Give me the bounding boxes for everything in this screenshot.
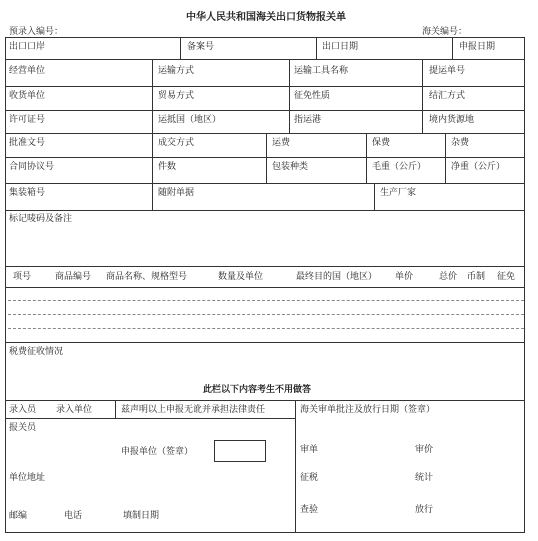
release-label: 放行: [415, 505, 434, 515]
statistics-label: 统计: [415, 473, 434, 483]
rule: [445, 133, 446, 157]
pieces-label: 件数: [158, 162, 177, 172]
rule: [5, 133, 525, 134]
rule: [5, 287, 525, 288]
rule: [316, 37, 317, 59]
trade-mode-label: 贸易方式: [158, 91, 195, 101]
operator-label: 经营单位: [9, 66, 46, 76]
rule: [5, 210, 525, 211]
review-label: 审单: [300, 445, 319, 455]
rule: [152, 183, 153, 210]
insurance-label: 保费: [372, 138, 391, 148]
seal-box: [214, 440, 266, 462]
declare-date-label: 申报日期: [459, 42, 496, 52]
rule: [152, 157, 153, 183]
goods-header-quantity: 数量及单位: [218, 272, 264, 282]
rule: [5, 37, 6, 533]
declarer-label: 报关员: [9, 423, 37, 433]
rule: [5, 59, 525, 60]
rule: [5, 400, 525, 401]
rule: [180, 37, 181, 59]
rule: [152, 59, 153, 133]
rule: [152, 133, 153, 157]
marks-remarks-label: 标记唛码及备注: [9, 214, 73, 224]
rule: [266, 157, 267, 183]
rule: [266, 133, 267, 157]
goods-header-currency: 币制: [467, 272, 486, 282]
customs-no-label: 海关编号：: [422, 27, 468, 37]
declaration-text: 兹声明以上申报无讹并承担法律责任: [121, 405, 266, 415]
rule: [452, 37, 453, 59]
goods-header-item-no: 项号: [13, 272, 32, 282]
misc-fee-label: 杂费: [451, 138, 470, 148]
customs-approval-label: 海关审单批注及放行日期（签章）: [300, 405, 436, 415]
package-type-label: 包装种类: [272, 162, 309, 172]
rule: [5, 418, 295, 419]
rule: [445, 157, 446, 183]
rule: [5, 532, 525, 533]
export-port-label: 出口口岸: [9, 42, 46, 52]
domestic-source-label: 境内货源地: [429, 115, 475, 125]
destination-country-label: 运抵国（地区）: [158, 115, 222, 125]
rule: [5, 266, 525, 267]
postcode-label: 邮编: [9, 511, 28, 521]
rule: [5, 110, 525, 111]
rule: [289, 59, 290, 133]
rule: [366, 133, 367, 157]
settlement-label: 结汇方式: [429, 91, 466, 101]
rule: [5, 37, 525, 38]
consignor-label: 收货单位: [9, 91, 46, 101]
goods-header-exemption: 征免: [497, 272, 516, 282]
unit-address-label: 单位地址: [9, 473, 46, 483]
export-date-label: 出口日期: [322, 42, 359, 52]
rule: [5, 86, 525, 87]
pre-entry-no-label: 预录入编号：: [9, 27, 64, 37]
goods-row-line: [8, 314, 524, 315]
rule: [5, 183, 525, 184]
goods-header-name-spec: 商品名称、规格型号: [106, 272, 188, 282]
rule: [374, 183, 375, 210]
price-review-label: 审价: [415, 445, 434, 455]
entry-unit-label: 录入单位: [56, 405, 93, 415]
rule: [295, 400, 296, 533]
license-no-label: 许可证号: [9, 115, 46, 125]
record-no-label: 备案号: [187, 42, 215, 52]
manufacturer-label: 生产厂家: [380, 188, 417, 198]
goods-row-line: [8, 328, 524, 329]
declare-unit-label: 申报单位（签章）: [121, 447, 194, 457]
rule: [115, 400, 116, 418]
documents-label: 随附单据: [158, 188, 195, 198]
form-title: 中华人民共和国海关出口货物报关单: [186, 12, 346, 23]
goods-row-line: [8, 300, 524, 301]
contract-no-label: 合同协议号: [9, 162, 55, 172]
approval-no-label: 批准文号: [9, 138, 46, 148]
tax-status-label: 税费征收情况: [9, 347, 64, 357]
goods-header-total: 总价: [439, 272, 458, 282]
gross-weight-label: 毛重（公斤）: [372, 162, 427, 172]
tax-nature-label: 征免性质: [294, 91, 331, 101]
port-of-dest-label: 指运港: [294, 115, 322, 125]
rule: [5, 342, 525, 343]
goods-header-destination: 最终目的国（地区）: [296, 272, 378, 282]
entry-clerk-label: 录入员: [9, 405, 37, 415]
phone-label: 电话: [64, 511, 83, 521]
transport-name-label: 运输工具名称: [294, 66, 349, 76]
rule: [5, 157, 525, 158]
freight-label: 运费: [272, 138, 291, 148]
rule: [524, 37, 525, 533]
net-weight-label: 净重（公斤）: [451, 162, 506, 172]
tax-levy-label: 征税: [300, 473, 319, 483]
container-no-label: 集装箱号: [9, 188, 46, 198]
transport-mode-label: 运输方式: [158, 66, 195, 76]
rule: [366, 157, 367, 183]
goods-header-code: 商品编号: [55, 272, 92, 282]
transaction-mode-label: 成交方式: [158, 138, 195, 148]
fill-date-label: 填制日期: [123, 511, 160, 521]
inspection-label: 查验: [300, 505, 319, 515]
goods-header-unit-price: 单价: [395, 272, 414, 282]
bill-no-label: 提运单号: [429, 66, 466, 76]
no-answer-note: 此栏以下内容考生不用做答: [203, 385, 312, 395]
rule: [422, 59, 423, 133]
